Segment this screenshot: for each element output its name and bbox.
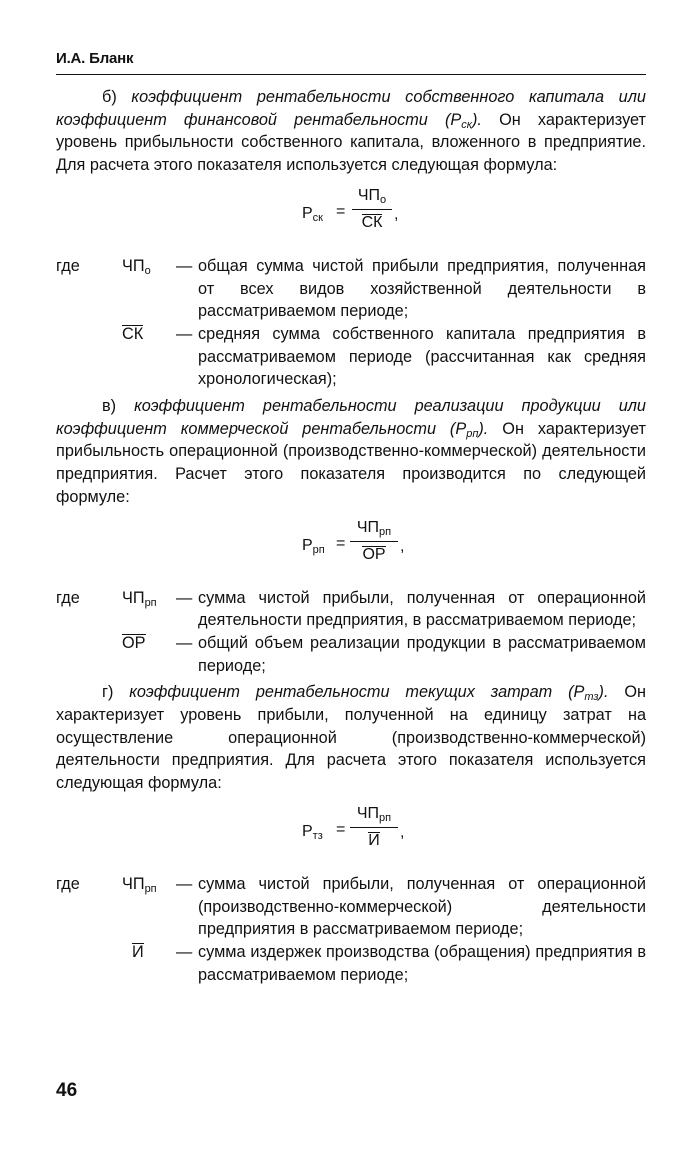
definition-row	[56, 873, 646, 941]
formula-g	[56, 795, 646, 869]
definition-symbol: ОР	[122, 633, 146, 652]
formula-g-equals: =	[336, 820, 346, 838]
paragraph-g-term: коэффициент рентабельности текущих затрат $(Р_{тз})$.	[129, 683, 609, 704]
definition-dash: —	[176, 588, 193, 607]
formula-v-numerator: $ЧП_{рп}$	[356, 518, 392, 538]
paragraph-g	[56, 681, 646, 795]
formula-v-lhs: $Р_{рп}$	[302, 536, 325, 556]
formula-b-fraction-bar	[352, 209, 392, 210]
definition-row	[56, 323, 646, 391]
definition-row	[56, 941, 646, 986]
formula-v-equals: =	[336, 534, 346, 552]
definitions-v	[56, 587, 646, 678]
where-label	[56, 632, 122, 677]
definition-text: сумма чистой прибыли, полученная от операционной деятельности предприятия, в рассматриваемом периоде;	[198, 588, 646, 630]
definition-text: сумма чистой прибыли, полученная от операционной (производственно-коммерческой) деятельности предприятия в рассматриваемом периоде;	[198, 874, 646, 939]
definition-text: общая сумма чистой прибыли предприятия, полученная от всех видов хозяйственной деятельности в рассматриваемом периоде;	[198, 256, 646, 321]
paragraph-v	[56, 395, 646, 509]
paragraph-v-text: Он характеризует прибыльность операционной (производственно-коммерческой) деятельности предприятия. Расчет этого показателя производится по следующей формуле:	[56, 419, 646, 506]
book-page	[56, 0, 646, 1152]
paragraph-b-term: коэффициент рентабельности собственного капитала или коэффициент финансовой рентабельности $(Р_{ск})$.	[56, 88, 646, 131]
definition-symbol: И	[132, 942, 144, 961]
definition-dash: —	[176, 633, 193, 652]
definition-text: сумма издержек производства (обращения) предприятия в рассматриваемом периоде;	[198, 942, 646, 984]
formula-b-comma: ,	[394, 205, 399, 223]
formula-g-fraction-bar	[350, 827, 398, 828]
definition-dash: —	[176, 874, 193, 893]
formula-v-comma: ,	[400, 537, 405, 555]
definitions-g	[56, 873, 646, 987]
definition-text: общий объем реализации продукции в рассматриваемом периоде;	[198, 633, 646, 675]
where-label: где	[56, 874, 80, 893]
formula-v-denominator: ОР	[362, 545, 386, 563]
definition-row	[56, 632, 646, 677]
paragraph-b-prefix: б)	[102, 88, 132, 106]
paragraph-b-text: Он характеризует уровень прибыльности собственного капитала, вложенного в предприятие. Для расчета этого показателя используется следующая формула:	[56, 110, 646, 175]
where-label	[56, 941, 122, 986]
definition-dash: —	[176, 942, 193, 961]
page-number: 46	[56, 1080, 78, 1101]
formula-v-fraction-bar	[350, 541, 398, 542]
definition-text: средняя сумма собственного капитала предприятия в рассматриваемом периоде (рассчитанная как средняя хронологическая);	[198, 324, 646, 389]
formula-b-equals: =	[336, 202, 346, 220]
formula-b-denominator: СК	[361, 213, 383, 231]
paragraph-b	[56, 86, 646, 177]
formula-b-numerator: $ЧП_о$	[357, 186, 387, 206]
formula-g-comma: ,	[400, 823, 405, 841]
formula-b	[56, 177, 646, 251]
definition-row	[56, 255, 646, 323]
definition-symbol: $ЧП_{рп}$	[122, 874, 157, 895]
formula-g-denominator: И	[368, 831, 380, 849]
definition-symbol: СК	[122, 324, 144, 343]
definition-dash: —	[176, 324, 193, 343]
formula-b-lhs: $Р_{ск}$	[302, 204, 323, 224]
paragraph-v-term: коэффициент рентабельности реализации продукции или коэффициент коммерческой рентабельности $(Р_{рп})$.	[56, 397, 646, 440]
where-label: где	[56, 256, 80, 275]
paragraph-v-prefix: в)	[102, 397, 135, 416]
definition-row	[56, 587, 646, 632]
formula-g-numerator: $ЧП_{рп}$	[356, 804, 392, 824]
definition-symbol: $ЧП_о$	[122, 256, 151, 277]
definition-symbol: $ЧП_{рп}$	[122, 588, 157, 609]
header-rule	[56, 74, 646, 75]
formula-v	[56, 509, 646, 583]
definitions-b	[56, 255, 646, 391]
definition-dash: —	[176, 256, 193, 275]
paragraph-g-text: Он характеризует уровень прибыли, полученной на единицу затрат на осуществление операционной (производственно-коммерческой) деятельности предприятия. Для расчета этого показателя используется следующая формула:	[56, 683, 646, 793]
page-content	[56, 86, 646, 990]
running-header-author: И.А. Бланк	[56, 50, 134, 67]
paragraph-g-prefix: г)	[102, 683, 130, 702]
where-label: где	[56, 588, 80, 607]
where-label	[56, 323, 122, 391]
formula-g-lhs: $Р_{тз}$	[302, 822, 323, 842]
